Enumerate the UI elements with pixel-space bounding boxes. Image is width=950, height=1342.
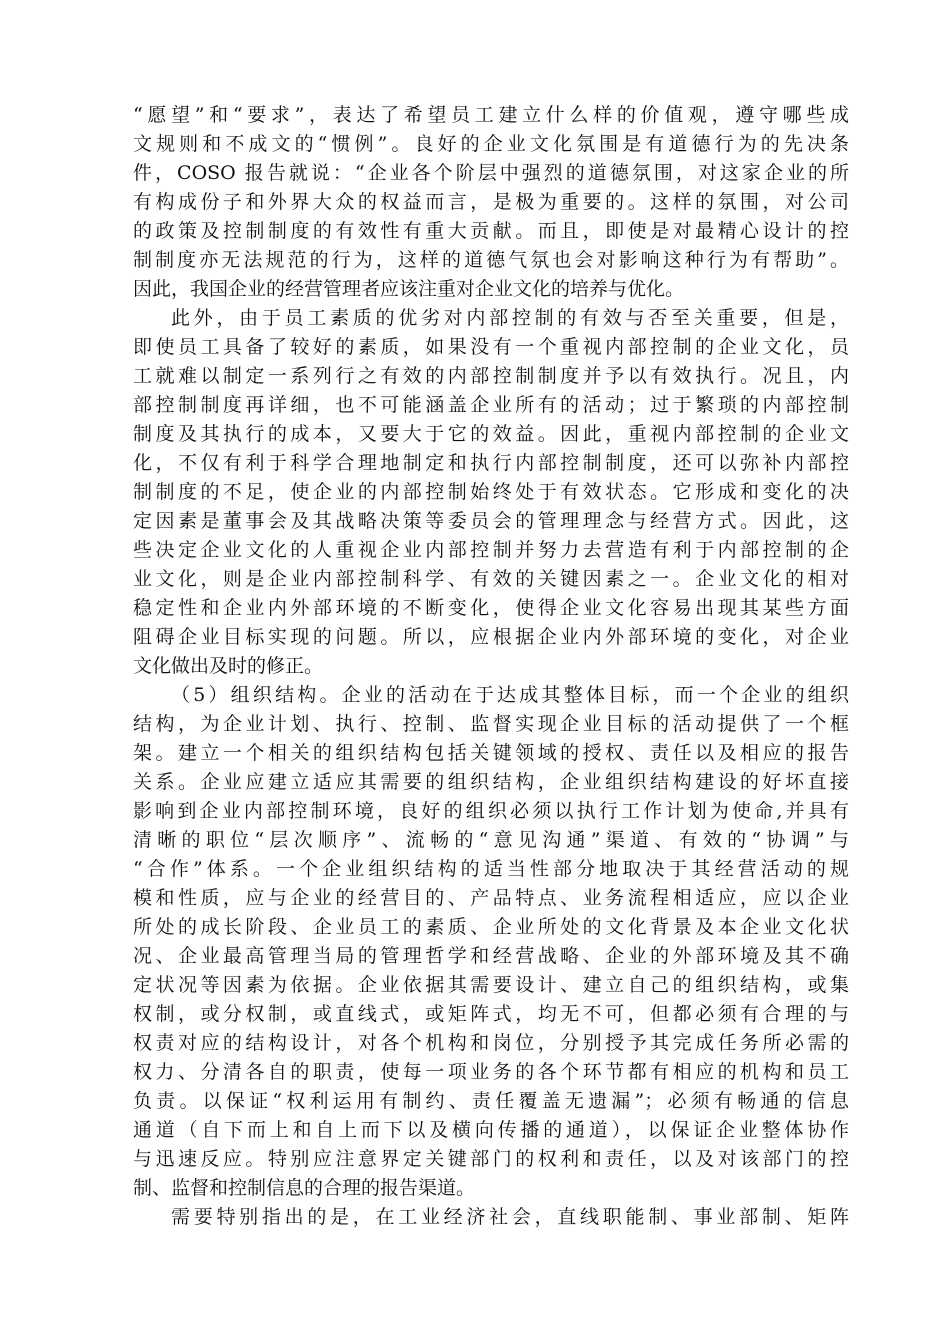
text-line: 即使员工具备了较好的素质，如果没有一个重视内部控制的企业文化，员 [133, 336, 849, 358]
text-line: 与迅速反应。特别应注意界定关键部门的权利和责任，以及对该部门的控 [133, 1148, 849, 1170]
text-line: 文规则和不成文的“惯例”。良好的企业文化氛围是有道德行为的先决条 [133, 133, 849, 155]
text-line: 影响到企业内部控制环境，良好的组织必须以执行工作计划为使命,并具有 [133, 800, 849, 822]
text-line: 结构，为企业计划、执行、控制、监督实现企业目标的活动提供了一个框 [133, 713, 849, 735]
text-line: 件，COSO 报告就说：“企业各个阶层中强烈的道德氛围，对这家企业的所 [133, 162, 849, 184]
text-line: （5）组织结构。企业的活动在于达成其整体目标，而一个企业的组织 [171, 684, 849, 706]
text-line: 此外，由于员工素质的优劣对内部控制的有效与否至关重要，但是， [171, 307, 849, 329]
text-line: 况、企业最高管理当局的管理哲学和经营战略、企业的外部环境及其不确 [133, 945, 849, 967]
text-line: 制制度的不足，使企业的内部控制始终处于有效状态。它形成和变化的决 [133, 481, 849, 503]
text-line: 因此，我国企业的经营管理者应该注重对企业文化的培养与优化。 [133, 278, 685, 300]
text-line: 制、监督和控制信息的合理的报告渠道。 [133, 1177, 476, 1199]
text-line: “合作”体系。一个企业组织结构的适当性部分地取决于其经营活动的规 [133, 858, 849, 880]
text-line: 业文化，则是企业内部控制科学、有效的关键因素之一。企业文化的相对 [133, 568, 849, 590]
text-line: 工就难以制定一系列行之有效的内部控制制度并予以有效执行。况且，内 [133, 365, 849, 387]
text-line: 文化做出及时的修正。 [133, 655, 324, 677]
text-line: 关系。企业应建立适应其需要的组织结构，企业组织结构建设的好坏直接 [133, 771, 849, 793]
document-body-text [133, 101, 849, 1232]
text-line: 制制度亦无法规范的行为，这样的道德气氛也会对影响这种行为有帮助”。 [133, 249, 849, 271]
text-line: 所处的成长阶段、企业员工的素质、企业所处的文化背景及本企业文化状 [133, 916, 849, 938]
text-line: 负责。以保证“权利运用有制约、责任覆盖无遗漏”；必须有畅通的信息 [133, 1090, 849, 1112]
text-line: 阻碍企业目标实现的问题。所以，应根据企业内外部环境的变化，对企业 [133, 626, 849, 648]
text-line: 部控制制度再详细，也不可能涵盖企业所有的活动；过于繁琐的内部控制 [133, 394, 849, 416]
text-line: 稳定性和企业内外部环境的不断变化，使得企业文化容易出现其某些方面 [133, 597, 849, 619]
text-line: 定状况等因素为依据。企业依据其需要设计、建立自己的组织结构，或集 [133, 974, 849, 996]
text-line: 通道（自下而上和自上而下以及横向传播的通道），以保证企业整体协作 [133, 1119, 849, 1141]
text-line: 权制，或分权制，或直线式，或矩阵式，均无不可，但都必须有合理的与 [133, 1003, 849, 1025]
text-line: 制度及其执行的成本，又要大于它的效益。因此，重视内部控制的企业文 [133, 423, 849, 445]
text-line: “愿望”和“要求”，表达了希望员工建立什么样的价值观，遵守哪些成 [133, 104, 849, 126]
text-line: 定因素是董事会及其战略决策等委员会的管理理念与经营方式。因此，这 [133, 510, 849, 532]
text-line: 的政策及控制制度的有效性有重大贡献。而且，即使是对最精心设计的控 [133, 220, 849, 242]
text-line: 化，不仅有利于科学合理地制定和执行内部控制制度，还可以弥补内部控 [133, 452, 849, 474]
text-line: 需要特别指出的是，在工业经济社会，直线职能制、事业部制、矩阵 [171, 1206, 849, 1228]
text-line: 清晰的职位“层次顺序”、流畅的“意见沟通”渠道、有效的“协调”与 [133, 829, 849, 851]
text-line: 有构成份子和外界大众的权益而言，是极为重要的。这样的氛围，对公司 [133, 191, 849, 213]
text-line: 模和性质，应与企业的经营目的、产品特点、业务流程相适应，应以企业 [133, 887, 849, 909]
text-line: 架。建立一个相关的组织结构包括关键领域的授权、责任以及相应的报告 [133, 742, 849, 764]
text-line: 些决定企业文化的人重视企业内部控制并努力去营造有利于内部控制的企 [133, 539, 849, 561]
text-line: 权力、分清各自的职责，使每一项业务的各个环节都有相应的机构和员工 [133, 1061, 849, 1083]
text-line: 权责对应的结构设计，对各个机构和岗位，分别授予其完成任务所必需的 [133, 1032, 849, 1054]
